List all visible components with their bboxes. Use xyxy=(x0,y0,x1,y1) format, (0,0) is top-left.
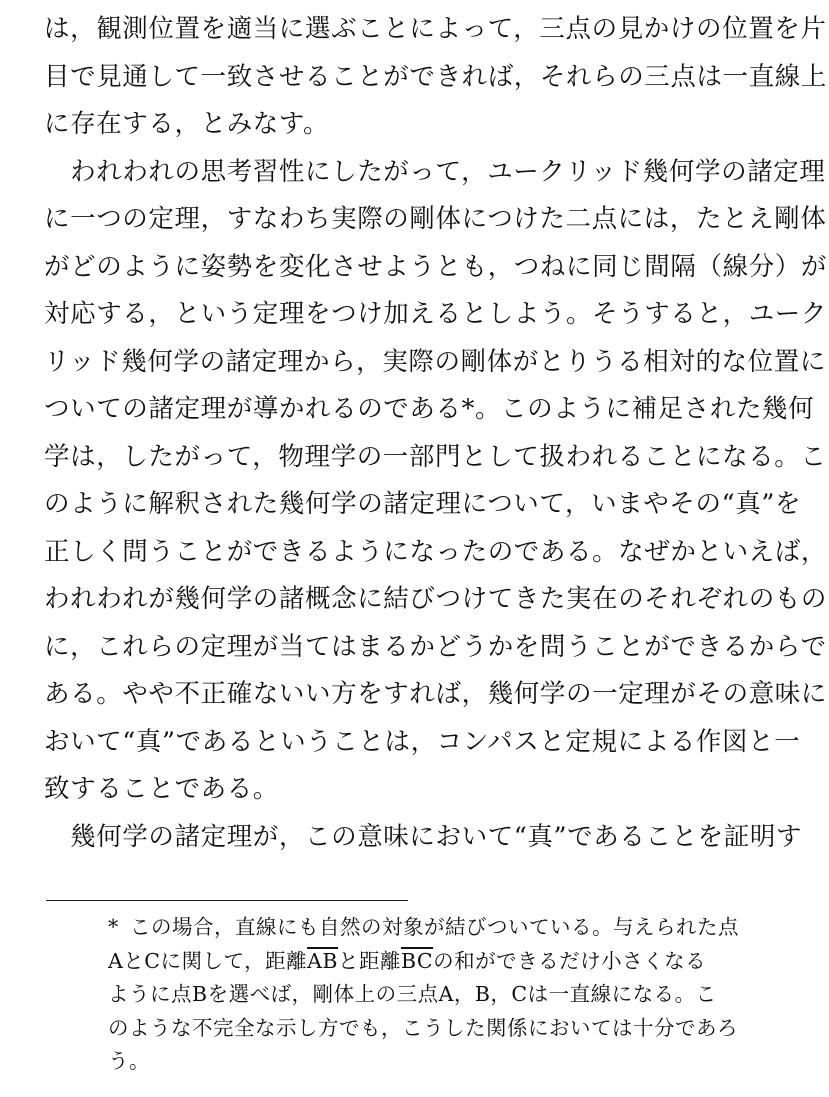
text-line-9: ついての諸定理が導かれるのである*。このように補足された幾何 xyxy=(44,394,815,424)
footnote-rule xyxy=(46,900,408,901)
footnote-line-1-text: この場合，直線にも自然の対象が結びついている。与えられた点 xyxy=(130,915,739,939)
footnote-line-5: う。 xyxy=(108,1049,150,1073)
text-line-3: に存在する，とみなす。 xyxy=(44,109,330,139)
text-line-15: ある。やや不正確ないい方をすれば，幾何学の一定理がその意味に xyxy=(44,679,828,709)
text-line-18: 幾何学の諸定理が，この意味において“真”であることを証明す xyxy=(44,821,803,852)
text-line-12: 正しく問うことができるようになったのである。なぜかといえば， xyxy=(44,536,828,567)
text-line-7: 対応する，という定理をつけ加えるとしよう。そうすると，ユーク xyxy=(44,299,828,329)
text-line-10: 学は，したがって，物理学の一部門として扱われることになる。こ xyxy=(44,441,827,472)
footnote-line-4: のような不完全な示し方でも，こうした関係においては十分であろ xyxy=(108,1015,738,1040)
segment-ab: $\overline{AB}$ xyxy=(307,948,338,973)
text-line-17: 致することである。 xyxy=(44,774,279,804)
main-text xyxy=(44,6,828,861)
footnote-line-3: ように点Bを選べば，剛体上の三点A，B，Cは一直線になる。こ xyxy=(108,982,717,1006)
text-line-2: 目で見通して一致させることができれば，それらの三点は一直線上 xyxy=(44,61,828,92)
text-line-5: に一つの定理，すなわち実際の剛体につけた二点には，たとえ剛体 xyxy=(44,204,827,234)
footnote-line-2-a: AとCに関して，距離 xyxy=(108,948,308,973)
footnote-line-1 xyxy=(108,911,798,945)
text-line-11: のように解釈された幾何学の諸定理について，いまやその“真”を xyxy=(44,489,802,519)
footnote-marker: * xyxy=(108,915,119,939)
text-line-13: われわれが幾何学の諸概念に結びつけてきた実在のそれぞれのもの xyxy=(44,584,828,614)
segment-bc: $\overline{BC}$ xyxy=(400,948,434,973)
footnote-line-2-c: の和ができるだけ小さくなる xyxy=(433,948,707,973)
text-line-8: リッド幾何学の諸定理から，実際の剛体がとりうる相対的な位置に xyxy=(44,346,826,377)
footnote xyxy=(108,911,798,1079)
text-line-1: は，観測位置を適当に選ぶことによって，三点の見かけの位置を片 xyxy=(44,14,827,44)
footnote-line-2-b: と距離 xyxy=(337,948,401,973)
text-line-16: おいて“真”であるということは，コンパスと定規による作図と一 xyxy=(44,726,801,757)
text-line-6: がどのように姿勢を変化させようとも，つねに同じ間隔（線分）が xyxy=(44,251,828,282)
footnote-line-2 xyxy=(108,945,798,979)
text-line-4: われわれの思考習性にしたがって，ユークリッド幾何学の諸定理 xyxy=(44,156,826,187)
text-line-14: に，これらの定理が当てはまるかどうかを問うことができるからで xyxy=(44,631,827,662)
